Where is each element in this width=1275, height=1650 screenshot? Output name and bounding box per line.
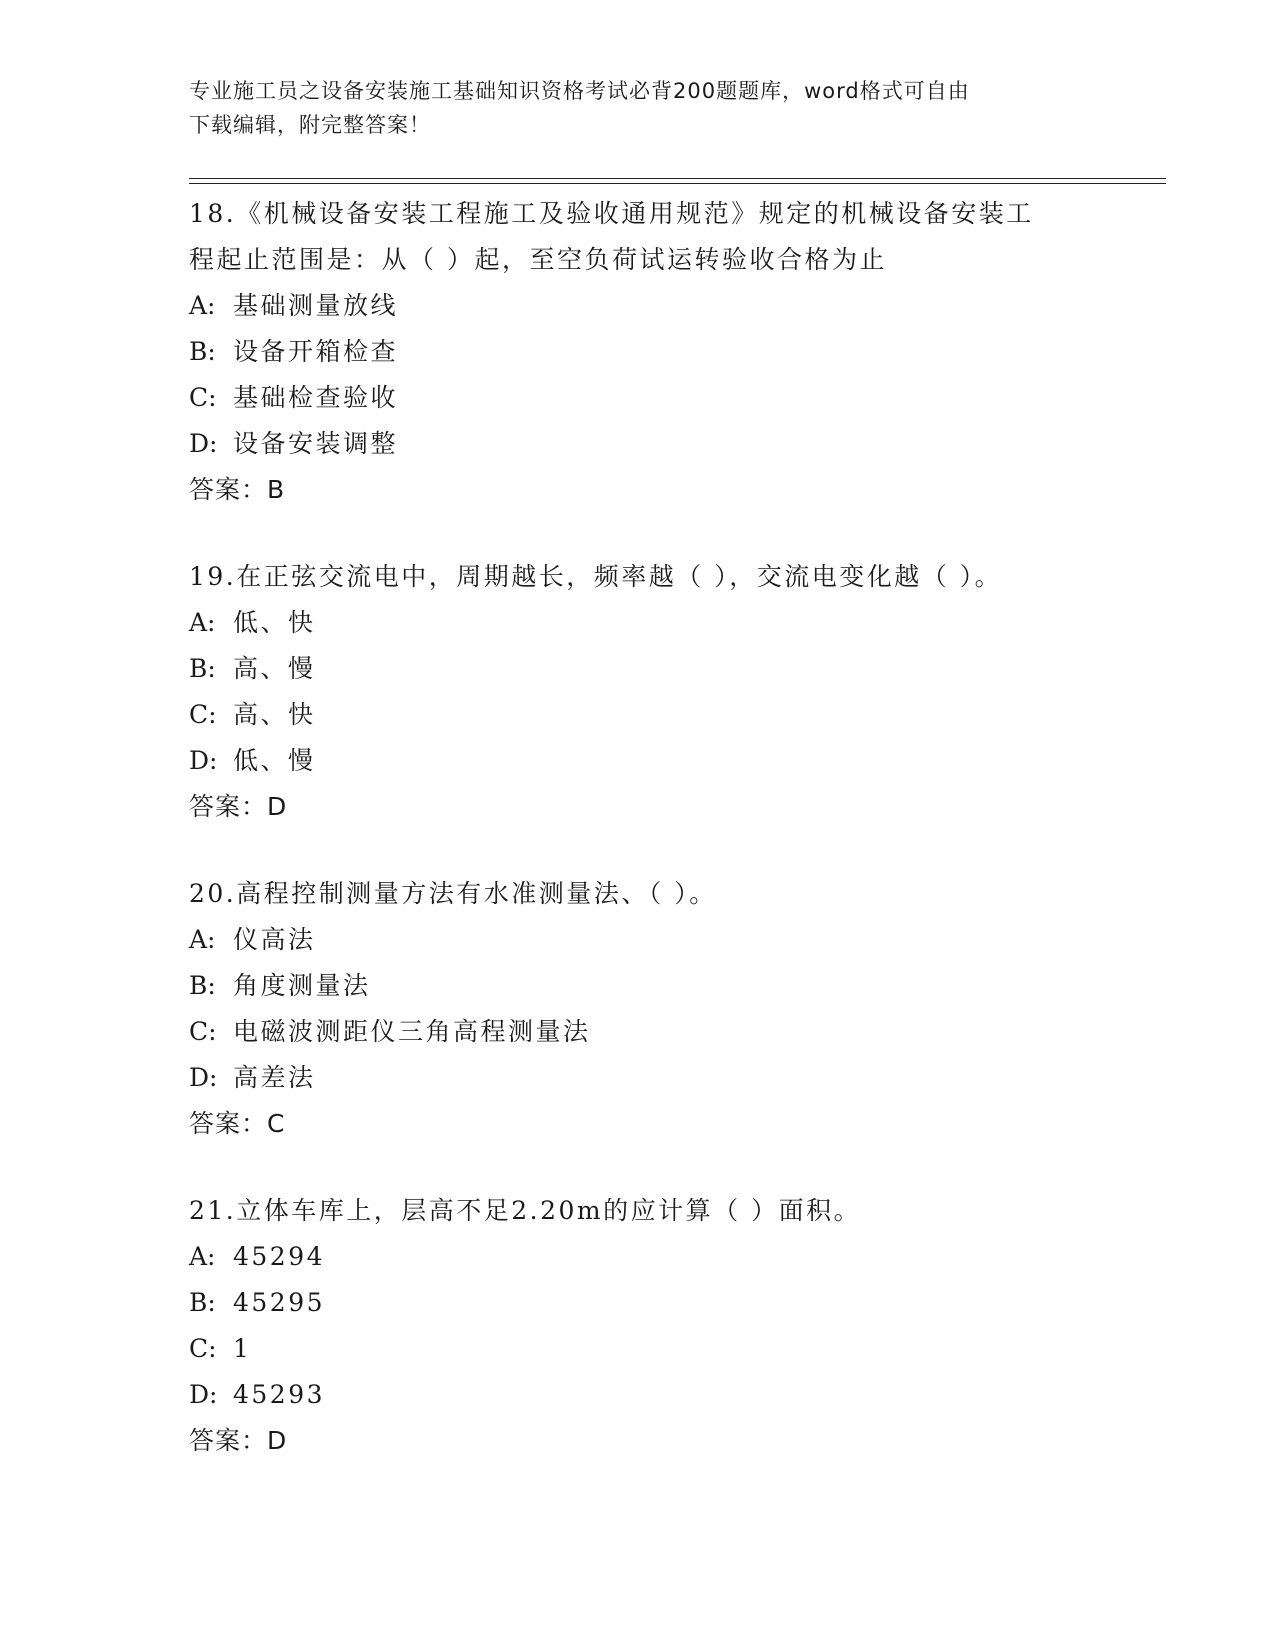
option-text: 低、慢 bbox=[233, 746, 316, 775]
option-key: B: bbox=[189, 971, 216, 1000]
option-c bbox=[189, 1009, 1089, 1055]
option-a bbox=[189, 1234, 1089, 1280]
option-key: A: bbox=[189, 608, 216, 637]
option-b bbox=[189, 963, 1089, 1009]
question-stem-line: 21.立体车库上，层高不足2.20m的应计算（ ）面积。 bbox=[189, 1196, 862, 1225]
option-key: C: bbox=[189, 1017, 217, 1046]
question-stem-line: 程起止范围是：从（ ）起，至空负荷试运转验收合格为止 bbox=[189, 245, 887, 274]
document-header bbox=[189, 74, 1089, 142]
option-a bbox=[189, 917, 1089, 963]
option-key: C: bbox=[189, 383, 217, 412]
header-line-1: 专业施工员之设备安装施工基础知识资格考试必背200题题库，word格式可自由 bbox=[189, 79, 970, 103]
option-key: A: bbox=[189, 291, 216, 320]
question-stem-line: 18.《机械设备安装工程施工及验收通用规范》规定的机械设备安装工 bbox=[189, 199, 1034, 228]
option-d bbox=[189, 738, 1089, 784]
option-key: B: bbox=[189, 654, 216, 683]
option-b bbox=[189, 329, 1089, 375]
option-text: 45293 bbox=[233, 1380, 326, 1409]
question-stem-line: 20.高程控制测量方法有水准测量法、（ ）。 bbox=[189, 879, 717, 908]
question-stem bbox=[189, 553, 1089, 600]
option-d bbox=[189, 1055, 1089, 1101]
question-stem bbox=[189, 1187, 1089, 1234]
answer-line: 答案：D bbox=[189, 792, 288, 821]
question-item bbox=[189, 190, 1089, 513]
option-text: 45295 bbox=[233, 1288, 326, 1317]
option-text: 1 bbox=[233, 1334, 252, 1363]
option-text: 仪高法 bbox=[233, 925, 316, 954]
option-a bbox=[189, 283, 1089, 329]
option-d bbox=[189, 1372, 1089, 1418]
option-text: 设备安装调整 bbox=[233, 429, 399, 458]
question-stem-line: 19.在正弦交流电中，周期越长，频率越（ ），交流电变化越（ ）。 bbox=[189, 562, 1003, 591]
option-b bbox=[189, 1280, 1089, 1326]
option-text: 电磁波测距仪三角高程测量法 bbox=[233, 1017, 591, 1046]
question-item bbox=[189, 870, 1089, 1147]
answer-line: 答案：C bbox=[189, 1109, 286, 1138]
option-key: D: bbox=[189, 746, 218, 775]
option-key: D: bbox=[189, 429, 218, 458]
option-key: A: bbox=[189, 1242, 216, 1271]
option-key: A: bbox=[189, 925, 216, 954]
question-spacer bbox=[189, 830, 1089, 870]
option-text: 设备开箱检查 bbox=[233, 337, 399, 366]
option-key: B: bbox=[189, 1288, 216, 1317]
option-text: 45294 bbox=[233, 1242, 326, 1271]
question-item bbox=[189, 1187, 1089, 1464]
option-key: C: bbox=[189, 700, 217, 729]
option-key: D: bbox=[189, 1063, 218, 1092]
option-text: 低、快 bbox=[233, 608, 316, 637]
option-text: 基础测量放线 bbox=[233, 291, 399, 320]
question-stem bbox=[189, 190, 1089, 283]
option-text: 高、慢 bbox=[233, 654, 316, 683]
option-text: 角度测量法 bbox=[233, 971, 371, 1000]
option-c bbox=[189, 1326, 1089, 1372]
option-text: 基础检查验收 bbox=[233, 383, 399, 412]
option-a bbox=[189, 600, 1089, 646]
option-d bbox=[189, 421, 1089, 467]
option-key: D: bbox=[189, 1380, 218, 1409]
option-c bbox=[189, 375, 1089, 421]
header-line-2: 下载编辑，附完整答案！ bbox=[189, 113, 431, 137]
option-text: 高差法 bbox=[233, 1063, 316, 1092]
answer-line: 答案：D bbox=[189, 1426, 288, 1455]
question-stem bbox=[189, 870, 1089, 917]
question-spacer bbox=[189, 1147, 1089, 1187]
option-key: C: bbox=[189, 1334, 217, 1363]
header-divider-bottom bbox=[189, 183, 1166, 184]
option-c bbox=[189, 692, 1089, 738]
question-item bbox=[189, 553, 1089, 830]
question-spacer bbox=[189, 513, 1089, 553]
option-key: B: bbox=[189, 337, 216, 366]
option-text: 高、快 bbox=[233, 700, 316, 729]
header-divider-top bbox=[189, 178, 1166, 179]
answer-line: 答案：B bbox=[189, 475, 286, 504]
option-b bbox=[189, 646, 1089, 692]
question-list bbox=[189, 190, 1089, 1464]
